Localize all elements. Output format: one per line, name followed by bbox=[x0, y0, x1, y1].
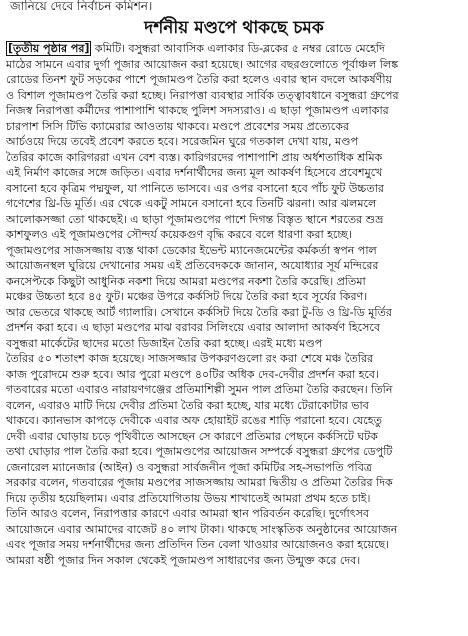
body-line: রোডের তিনশ ফুট সড়কের পাশে পূজামণ্ডপ তৈরি করা হলেও এবার স্থান বদলে আকর্ষণীয় bbox=[6, 73, 392, 86]
body-line: আয়োজনে এবার আমাদের বাজেট ৪০ লাখ টাকা। থাকছে সাংস্কৃতিক অনুষ্ঠানের আয়োজন bbox=[6, 522, 398, 536]
article-headline: দর্শনীয় মণ্ডপে থাকছে চমক bbox=[144, 18, 324, 38]
body-line: নিজস্ব নিরাপত্তা কর্মীদের পাশাপাশি থাকছে পুলিশ সদস্যরাও। এ ছাড়া পূজামণ্ডপ এলাকার bbox=[6, 104, 389, 117]
body-line: কাজ পুরোদমে শুরু হবে। আর পুরো মণ্ডপে ৪০টির অধিক দেব-দেবীর প্রদর্শন করা হবে। bbox=[6, 367, 379, 381]
body-line: আর্চওয়ে দিয়ে তবেই প্রবেশ করতে হবে। সরেজমিন ঘুরে গতকাল দেখা যায়, মণ্ডপ bbox=[6, 135, 358, 148]
body-line: প্রদর্শন করা হবে। এ ছাড়া মণ্ডপের মাঝ বরাবর সিলিংয়ে এবার আলাদা আকর্ষণ হিসেবে bbox=[6, 321, 381, 334]
body-line: বসুন্ধরা মার্কেটের ছাদের মতো ডিজাইন তৈরি করা হচ্ছে। এরই মধ্যে মণ্ডপ bbox=[6, 336, 323, 350]
body-line: [তৃতীয় পৃষ্ঠার পর] কমিটি। বসুন্ধরা আবাসিক এলাকার ডি-ব্লকের ৫ নম্বর রোডে মেহেদি bbox=[8, 42, 385, 55]
previous-article-tail: জানিয়ে দেবে নির্বাচন কমিশন। bbox=[10, 0, 153, 13]
body-line: কনসেপ্টকে কিছুটা আধুনিক নকশা দিয়ে আমরা মণ্ডপের নকশা তৈরি করেছি। প্রতিমা bbox=[6, 274, 366, 288]
body-line: বলেন, এবারও মাটি দিয়ে দেবীর প্রতিমা তৈরি করা হচ্ছে, যার মধ্যে টেরাকোটার ভাব bbox=[6, 398, 369, 412]
body-line: তথা ঘোড়ার পাল তৈরি করা হবে। পূজামণ্ডপের আয়োজন সম্পর্কে বসুন্ধরা গ্রুপের ডেপুটি bbox=[6, 445, 393, 458]
body-line: কাশফুলও এই পূজামণ্ডপের সৌন্দর্য কয়েকগুণ বৃদ্ধি করবে বলে ধারণা করা হচ্ছে। bbox=[6, 228, 352, 241]
body-line: মঞ্চের উচ্চতা হবে ৪৫ ফুট। মঞ্চের উপরে কর্কসিট দিয়ে তৈরি করা হবে সূর্যের কিরণ। bbox=[6, 290, 368, 303]
body-line: সরকার বলেন, গতবারের পূজায় মণ্ডপের সাজসজ্জায় আমরা দ্বিতীয় ও প্রতিমা তৈরির দিক bbox=[6, 476, 393, 489]
body-line: গতবারের মতো এবারও নারায়ণগঞ্জের প্রতিমাশিল্পী সুমন পাল প্রতিমা তৈরি করছেন। তিনি bbox=[6, 383, 393, 396]
body-line: চারপাশ সিসি টিভি ক্যামেরার আওতায় থাকবে। মণ্ডপে প্রবেশের সময় প্রত্যেকের bbox=[6, 119, 350, 133]
body-line: আমরা ষষ্ঠী পূজার দিন সকাল থেকেই পূজামণ্ডপ সাধারণের জন্য উন্মুক্ত করে দেব। bbox=[6, 553, 361, 567]
body-line: দিয়ে তৃতীয় হয়েছিলাম। এবার প্রতিযোগিতায় উভয় শাখাতেই আমরা প্রথম হতে চাই। bbox=[6, 491, 371, 505]
article-body bbox=[6, 41, 464, 584]
body-line: বসানো হবে কৃত্রিম পদ্মফুল, যা পানিতে ভাসবে। এর ওপর বসানো হবে পাঁচ ফুট উচ্চতার bbox=[6, 181, 384, 195]
continuation-tag: [তৃতীয় পৃষ্ঠার পর] bbox=[8, 42, 90, 55]
body-line: থাকবে। ক্যানভাস কাপড়ে দেবীকে এবার অফ হোয়াইট রঙের শাড়ি পরানো হবে। যেহেতু bbox=[6, 414, 382, 427]
body-line: তিনি আরও বলেন, নিরাপত্তার কারণে এবার আমরা স্থান পরিবর্তন করেছি। দুর্গোৎসব bbox=[6, 507, 369, 520]
body-line: গণেশের থ্রি-ডি মূর্তি। এর থেকে একটু সামনে বসানো হবে তিনটি ঝরনা। আর ঝলমলে bbox=[6, 197, 377, 210]
body-line: এই নির্মাণ কাজের সঙ্গে জড়িত। এবার দর্শনার্থীদের জন্য মূল আকর্ষণ হিসেবে প্রবেশমুখে bbox=[6, 166, 383, 179]
body-line: পূজামণ্ডপের সাজসজ্জায় ব্যস্ত থাকা ডেকোর ইভেন্ট ম্যানেজমেন্টের কর্মকর্তা স্বপন পাল bbox=[6, 243, 377, 257]
body-line: তৈরির কাজে কারিগররা এখন বেশ ব্যস্ত। কারিগরদের পাশাপাশি প্রায় অর্ধশতাধিক শ্রমিক bbox=[6, 150, 383, 164]
body-line: আয়োজনস্থল ঘুরিয়ে দেখানোর সময় এই প্রতিবেদককে জানান, অযোধ্যার সূর্য মন্দিরের bbox=[6, 259, 379, 272]
body-line: আর ভেতরে থাকছে আর্ট গ্যালারি। সেখানে কর্কসিট দিয়ে তৈরি করা টু-ডি ও থ্রি-ডি মূর্তির bbox=[6, 305, 392, 319]
body-line: দেবী এবার ঘোড়ায় চড়ে পৃথিবীতে আসছেন সে কারণে প্রতিমার পেছনে কর্কসিটে ঘটক bbox=[6, 429, 378, 443]
body-line: তৈরির ৫০ শতাংশ কাজ হয়েছে। সাজসজ্জার উপকরণগুলো রং করা শেষে মঞ্চ তৈরির bbox=[6, 352, 374, 365]
body-line: জেনারেল ম্যানেজার (আইন) ও বসুন্ধরা সার্বজনীন পূজা কমিটির সহ-সভাপতি পবিত্র bbox=[6, 460, 372, 474]
body-line: আলোকসজ্জা তো থাকছেই। এ ছাড়া পূজামণ্ডপের পাশে দিগন্ত বিস্তৃত স্থানে শরতের শুভ্র bbox=[6, 212, 384, 226]
body-line: এবং পূজার সময় দর্শনার্থীদের জন্য প্রতিদিন তিন বেলা খাওয়ার আয়োজনও করা হয়েছে। bbox=[6, 538, 390, 551]
body-line: মাঠের সামনে এবার দুর্গা পূজার আয়োজন করা হয়েছে। আগের বছরগুলোতে পূর্বাঞ্চল লিঙ্ক bbox=[6, 57, 399, 71]
body-line: ও বিশাল পূজামণ্ডপ তৈরি করা হচ্ছে। নিরাপত্তা ব্যবস্থার সার্বিক তত্ত্বাবধানে বসুন্ধরা গ্রুপের bbox=[6, 88, 399, 102]
body-line bbox=[6, 568, 464, 584]
